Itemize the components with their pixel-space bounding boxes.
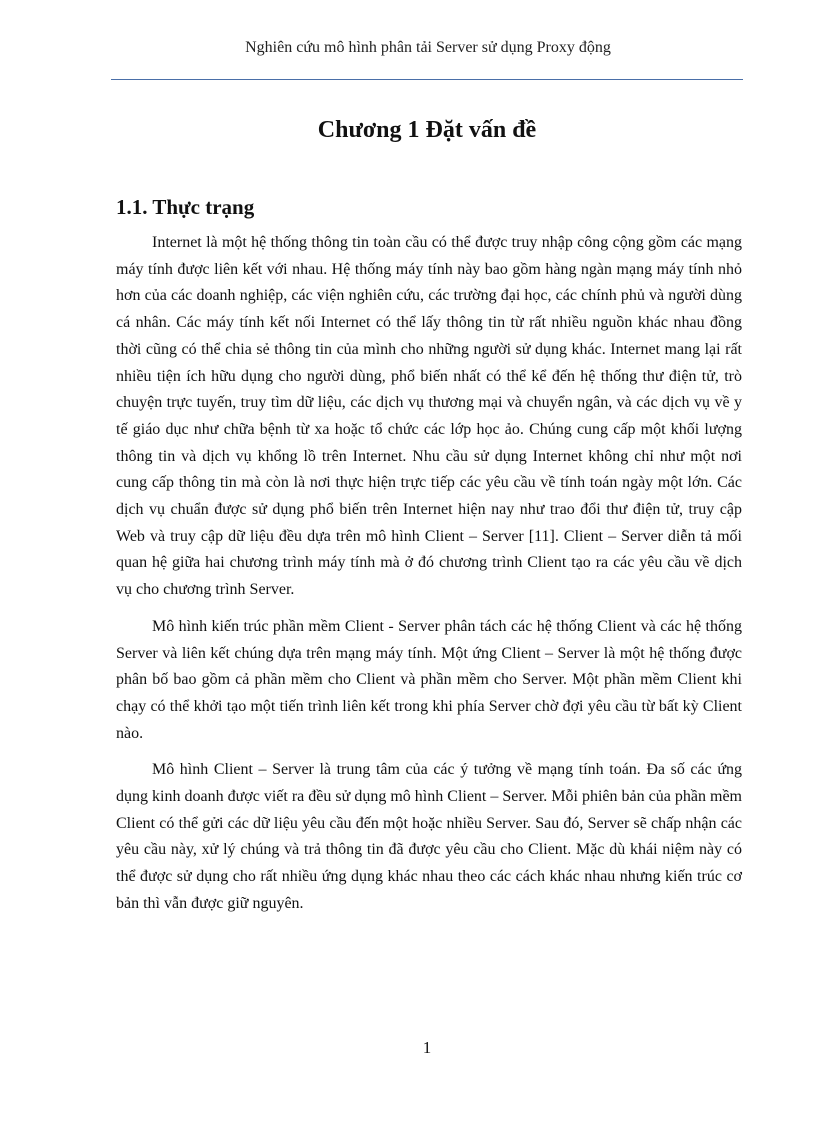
page-number: 1 — [422, 1038, 432, 1057]
header-divider — [111, 79, 743, 80]
running-header: Nghiên cứu mô hình phân tải Server sử dụng Proxy động — [245, 39, 611, 56]
section-heading: 1.1. Thực trạng — [116, 195, 255, 219]
paragraph-2: Mô hình kiến trúc phần mềm Client - Server phân tách các hệ thống Client và các hệ thống Server và liên kết chúng dựa trên mạng máy tính. Một ứng Client – Server là một hệ thống được phân bố bao gồm cả phần mềm cho Client và phần mềm cho Server. Một phần mềm Client khi chạy có thể khởi tạo một tiến trình liên kết trong khi phía Server chờ đợi yêu cầu từ bất kỳ Client nào. — [116, 617, 742, 742]
paragraph-3: Mô hình Client – Server là trung tâm của các ý tưởng về mạng tính toán. Đa số các ứng dụng kinh doanh được viết ra đều sử dụng mô hình Client – Server. Mỗi phiên bản của phần mềm Client có thể gửi các dữ liệu yêu cầu đến một hoặc nhiều Server. Sau đó, Server sẽ chấp nhận các yêu cầu này, xử lý chúng và trả thông tin đã được yêu cầu cho Client. Mặc dù khái niệm này có thể được sử dụng cho rất nhiều ứng dụng khác nhau theo các cách khác nhau nhưng kiến trúc cơ bản thì vẫn được giữ nguyên. — [116, 761, 742, 912]
section-body — [116, 230, 742, 918]
paragraph-1: Internet là một hệ thống thông tin toàn cầu có thể được truy nhập công cộng gồm các mạng máy tính được liên kết với nhau. Hệ thống máy tính này bao gồm hàng ngàn mạng máy tính nhỏ hơn của các doanh nghiệp, các viện nghiên cứu, các trường đại học, các chính phủ và người dùng cá nhân. Các máy tính kết nối Internet có thể lấy thông tin từ rất nhiều nguồn khác nhau đồng thời cũng có thể chia sẻ thông tin của mình cho những người sử dụng khác. Internet mang lại rất nhiều tiện ích hữu dụng cho người dùng, phổ biến nhất có thể kể đến hệ thống thư điện tử, trò chuyện trực tuyến, truy tìm dữ liệu, các dịch vụ thương mại và chuyển ngân, và các dịch vụ về y tế giáo dục như chữa bệnh từ xa hoặc tổ chức các lớp học ảo. Chúng cung cấp một khối lượng thông tin và dịch vụ khổng lồ trên Internet. Nhu cầu sử dụng Internet không chỉ như một nơi cung cấp thông tin mà còn là nơi thực hiện trực tiếp các yêu cầu về tính toán ngày một lớn. Các dịch vụ chuẩn được sử dụng phổ biến trên Internet hiện nay như trao đổi thư điện tử, truy cập Web và truy cập dữ liệu đều dựa trên mô hình Client – Server [11]. Client – Server diễn tả mối quan hệ giữa hai chương trình máy tính mà ở đó chương trình Client tạo ra các yêu cầu về dịch vụ cho chương trình Server. — [116, 234, 742, 599]
chapter-title: Chương 1 Đặt vấn đề — [317, 117, 537, 143]
